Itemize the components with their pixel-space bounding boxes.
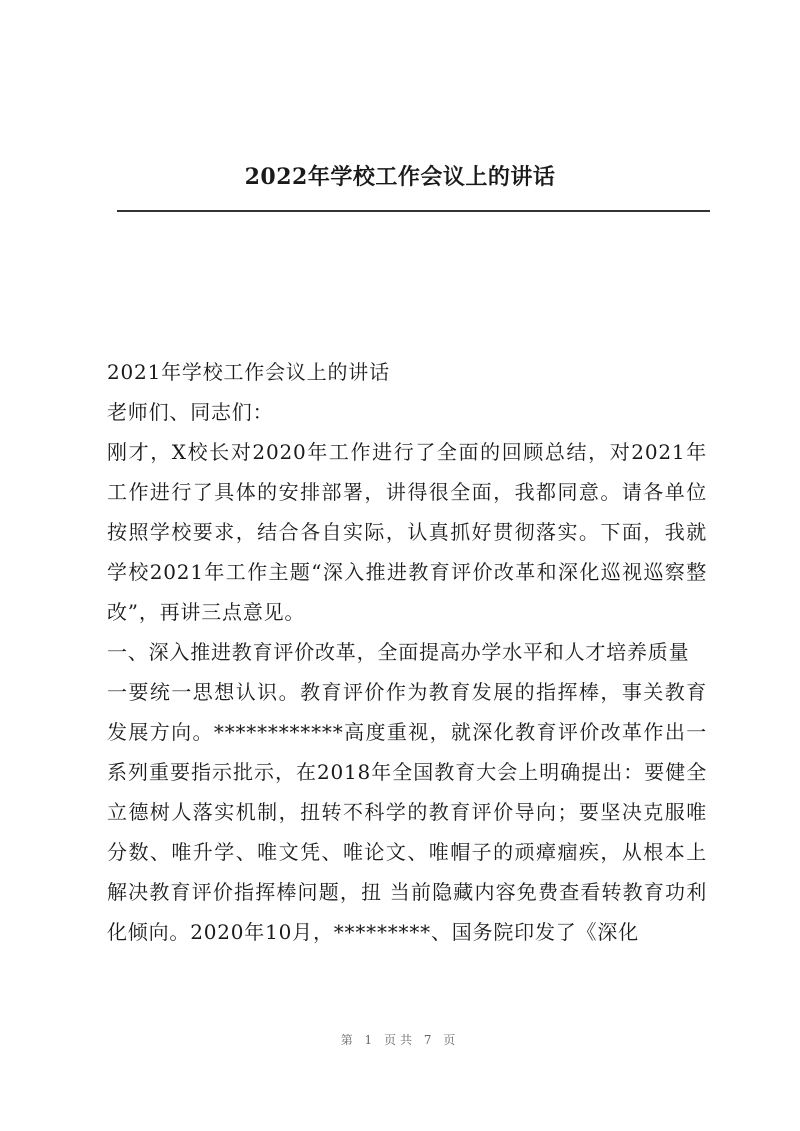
document-body [107,352,707,952]
paragraph-salutation: 老师们、同志们： [107,400,274,424]
title-underline [117,210,710,212]
paragraph-subtitle: 2021年学校工作会议上的讲话 [107,360,390,384]
section-heading-1: 一、深入推进教育评价改革，全面提高办学水平和人才培养质量 [107,640,690,664]
page-number-footer: 第 1 页共 7 页 [340,1033,460,1047]
document-title: 2022年学校工作会议上的讲话 [244,164,556,190]
paragraph-section-1: 一要统一思想认识。教育评价作为教育发展的指挥棒，事关教育发展方向。************高度重视，就深化教育评价改革作出一系列重要指示批示，在2018年全国教育大会上明确提出：要健全立德树人落实机制，扭转不科学的教育评价导向；要坚决克服唯分数、唯升学、唯文凭、唯论文、唯帽子的顽瘴痼疾，从根本上解决教育评价指挥棒问题，扭 当前隐藏内容免费查看转教育功利化倾向。2020年10月，*********、国务院印发了《深化 [107,680,707,944]
paragraph-intro: 刚才，X校长对2020年工作进行了全面的回顾总结，对2021年工作进行了具体的安排部署，讲得很全面，我都同意。请各单位按照学校要求，结合各自实际，认真抓好贯彻落实。下面，我就学校2021年工作主题“深入推进教育评价改革和深化巡视巡察整改”，再讲三点意见。 [107,440,707,624]
